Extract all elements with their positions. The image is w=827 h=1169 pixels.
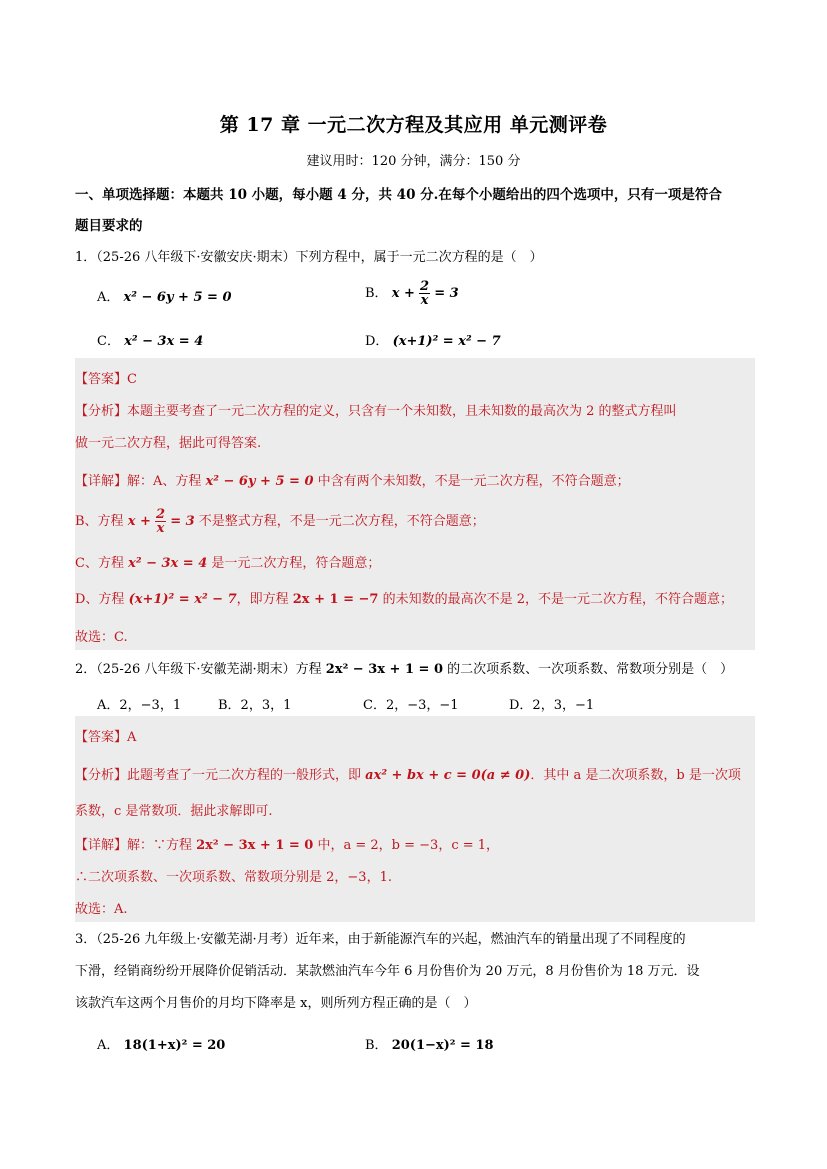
q1-option-a xyxy=(97,286,232,305)
q1-option-b-label: B． xyxy=(365,286,388,301)
q1-option-c xyxy=(97,330,203,349)
q1-detail-d-text: D、方程 xyxy=(75,592,129,607)
q1-detail-d xyxy=(75,588,733,607)
q1-detail-b-numerator: 2 xyxy=(156,507,166,522)
q2-stem-text: 2．（25-26 八年级下·安徽芜湖·期末）方程 xyxy=(75,662,326,677)
q2-stem-math: 2x² − 3x + 1 = 0 xyxy=(325,662,443,677)
section-heading-line2: 题目要求的 xyxy=(75,218,143,234)
q2-analysis-line2: 系数，c 是常数项．据此求解即可. xyxy=(75,804,273,819)
q1-option-c-label: C． xyxy=(97,334,120,349)
q1-option-b-math-post: = 3 xyxy=(434,286,459,301)
q2-option-d: D．2，3，−1 xyxy=(509,698,595,713)
q2-detail-line2: ∴二次项系数、一次项系数、常数项分别是 2，−3，1. xyxy=(75,870,392,885)
q1-choose: 故选：C. xyxy=(75,630,128,645)
q3-option-b-label: B． xyxy=(365,1038,388,1053)
q1-detail-b-fraction xyxy=(155,508,166,535)
q1-detail-c-text2: 是一元二次方程，符合题意； xyxy=(207,556,381,571)
q2-analysis-math: ax² + bx + c = 0(a ≠ 0) xyxy=(365,768,531,783)
q1-option-a-math: x² − 6y + 5 = 0 xyxy=(123,290,232,305)
q1-detail-c-text: C、方程 xyxy=(75,556,129,571)
q1-option-b xyxy=(365,280,459,307)
q3-option-a xyxy=(97,1034,225,1053)
q1-analysis-line2: 做一元二次方程，据此可得答案. xyxy=(75,436,262,451)
q1-stem: 1．（25-26 八年级下·安徽安庆·期末）下列方程中，属于一元二次方程的是（ ） xyxy=(75,250,543,265)
q2-choose: 故选：A. xyxy=(75,902,128,917)
q1-option-c-math: x² − 3x = 4 xyxy=(124,334,204,349)
q1-detail-a-text2: 中含有两个未知数，不是一元二次方程，不符合题意； xyxy=(313,474,630,489)
section-heading xyxy=(75,180,755,242)
q1-analysis-line1: 【分析】本题主要考查了一元二次方程的定义，只含有一个未知数，且未知数的最高次为 2 的整式方程叫 xyxy=(75,404,677,419)
q3-option-b-math: 20(1−x)² = 18 xyxy=(391,1038,494,1053)
q1-detail-b-text: B、方程 xyxy=(75,514,128,529)
q1-option-d-math: (x+1)² = x² − 7 xyxy=(392,334,501,349)
page-title: 第 17 章 一元二次方程及其应用 单元测评卷 xyxy=(219,114,608,136)
q1-option-b-numerator: 2 xyxy=(420,279,430,294)
q2-analysis-line1 xyxy=(75,764,741,783)
q3-option-a-math: 18(1+x)² = 20 xyxy=(123,1038,226,1053)
q1-detail-a xyxy=(75,470,630,489)
q2-option-b: B．2，3，1 xyxy=(218,698,292,713)
q2-stem-text2: 的二次项系数、一次项系数、常数项分别是（ ） xyxy=(443,662,734,677)
q3-stem-line1: 3．（25-26 九年级上·安徽芜湖·月考）近年来，由于新能源汽车的兴起，燃油汽车的销量出现了不同程度的 xyxy=(75,932,686,947)
q1-answer-block xyxy=(75,358,755,650)
q1-option-b-fraction xyxy=(419,280,430,307)
q1-detail-b xyxy=(75,508,485,535)
q2-answer-block xyxy=(75,716,755,922)
q1-detail-b-math-post: = 3 xyxy=(170,514,195,529)
q2-detail-line1 xyxy=(75,834,499,853)
q1-option-b-math-pre: x + xyxy=(391,286,415,301)
q1-detail-a-math: x² − 6y + 5 = 0 xyxy=(205,474,314,489)
q3-stem-line2: 下滑，经销商纷纷开展降价促销活动．某款燃油汽车今年 6 月份售价为 20 万元，8 月份售价为 18 万元．设 xyxy=(75,964,700,979)
q2-analysis-text2: ．其中 a 是二次项系数，b 是一次项 xyxy=(530,768,741,783)
q1-option-a-label: A． xyxy=(97,290,120,305)
q1-detail-a-text: 【详解】解：A、方程 xyxy=(75,474,206,489)
q1-option-b-denominator: x xyxy=(420,293,429,308)
q1-detail-d-math: (x+1)² = x² − 7 xyxy=(128,592,237,607)
q1-detail-d-text2: 的未知数的最高次不是 2，不是一元二次方程，不符合题意； xyxy=(378,592,733,607)
q2-detail-text2: 中，a = 2，b = −3，c = 1， xyxy=(313,838,500,853)
q1-detail-d-math2: 2x + 1 = −7 xyxy=(292,592,379,607)
q3-stem-line3: 该款汽车这两个月售价的月均下降率是 x，则所列方程正确的是（ ） xyxy=(75,996,477,1011)
q1-detail-b-text2: 不是整式方程，不是一元二次方程，不符合题意； xyxy=(194,514,485,529)
q1-detail-b-math-pre: x + xyxy=(127,514,151,529)
q2-option-c: C．2，−3，−1 xyxy=(363,698,459,713)
q2-detail-math: 2x² − 3x + 1 = 0 xyxy=(196,838,314,853)
q1-answer: 【答案】C xyxy=(75,372,137,387)
q3-option-a-label: A． xyxy=(97,1038,120,1053)
q2-stem xyxy=(75,654,755,686)
q1-detail-d-mid: ，即方程 xyxy=(236,592,293,607)
page-subtitle: 建议用时：120 分钟，满分：150 分 xyxy=(306,154,521,169)
q1-detail-c xyxy=(75,552,380,571)
q1-option-d xyxy=(365,330,501,349)
q1-detail-c-math: x² − 3x = 4 xyxy=(128,556,208,571)
q2-option-a: A．2，−3，1 xyxy=(97,698,182,713)
q1-detail-b-denominator: x xyxy=(156,521,165,536)
q2-answer: 【答案】A xyxy=(75,730,137,745)
section-heading-line1: 一、单项选择题：本题共 10 小题，每小题 4 分，共 40 分.在每个小题给出的四个选项中，只有一项是符合 xyxy=(75,187,722,203)
q2-detail-text: 【详解】解：∵方程 xyxy=(75,838,197,853)
q2-analysis-text: 【分析】此题考查了一元二次方程的一般形式，即 xyxy=(75,768,366,783)
q1-option-d-label: D． xyxy=(365,334,389,349)
q3-option-b xyxy=(365,1034,494,1053)
